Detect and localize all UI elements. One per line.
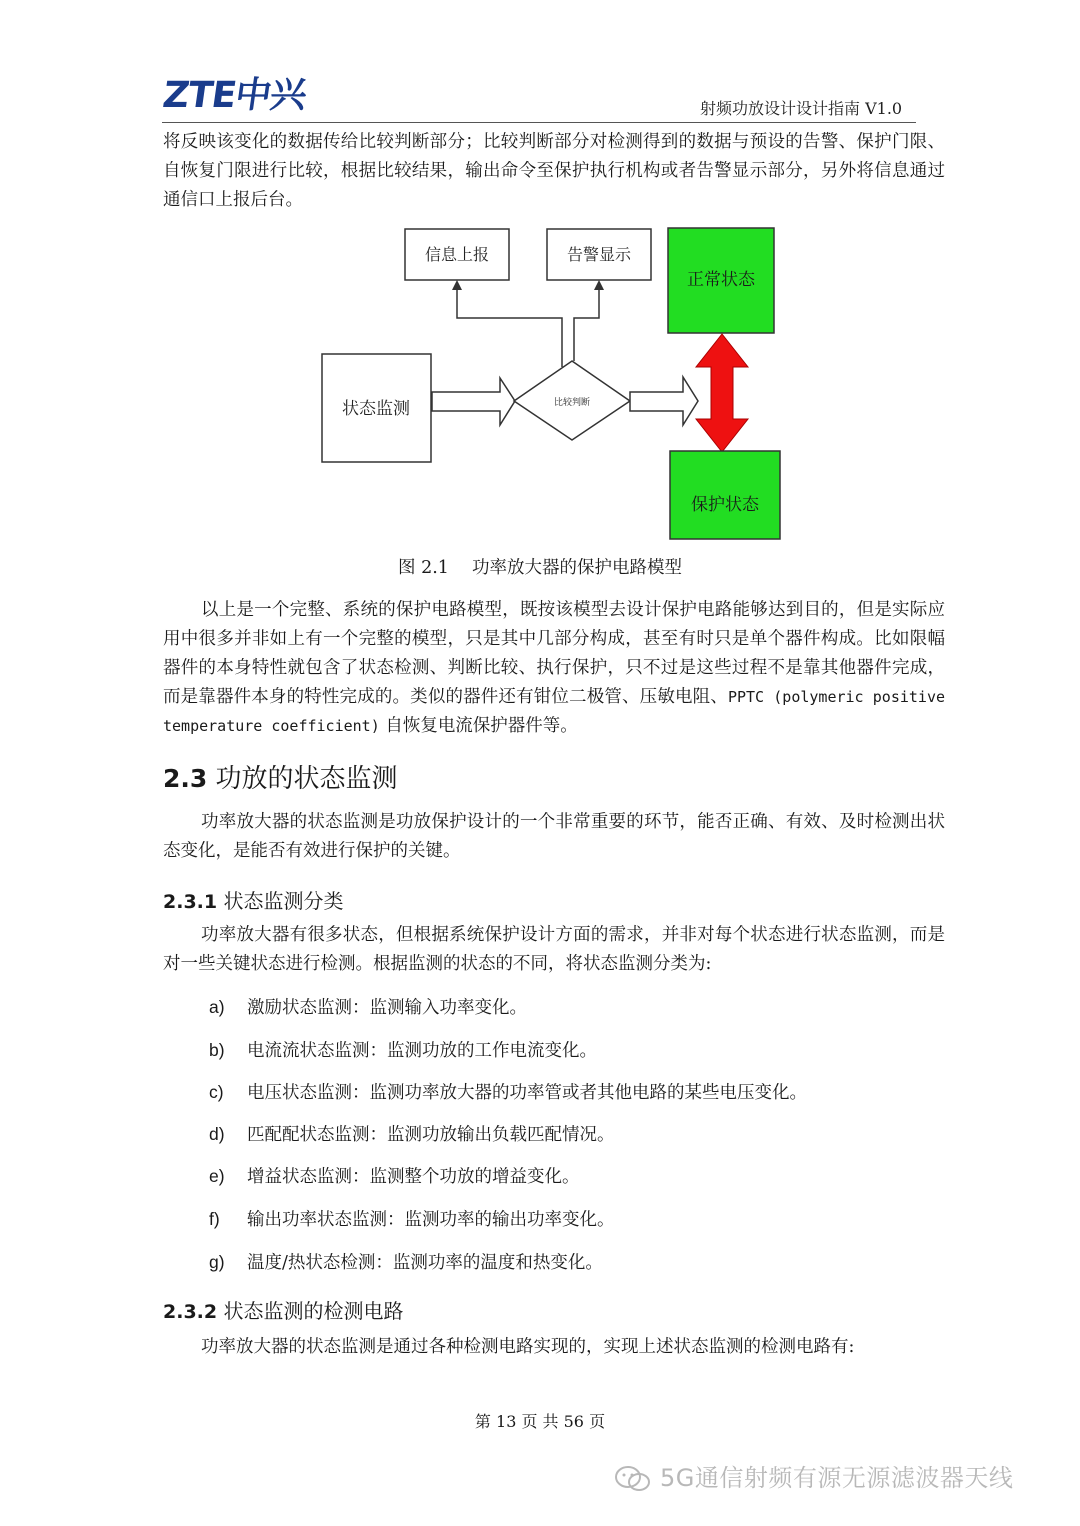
compare-label: 比较判断 [553,398,591,408]
section-title: 功放的状态监测 [207,764,398,794]
list-letter: a) [209,997,225,1017]
model-paragraph-text: 以上是一个完整、系统的保护电路模型，既按该模型去设计保护电路能够达到目的，但是实际应用中很多并非如上有一个完整的模型，只是其中几部分构成，甚至有时只是单个器件构成。比如限幅器件的本身特性就包含了状态检测、判断比较、执行保护，只不过是这些过程不是靠其他器件完成，而是靠器件本身的特性完成的。类似的器件还有钳位二极管、压敏电阻、 [163,600,945,707]
model-paragraph [163,596,945,741]
document-title: 射频功放设计设计指南 V1.0 [700,99,903,118]
section-heading-2-3-2 [163,1298,403,1325]
list-item [209,1079,807,1106]
figure-caption: 图 2.1 功率放大器的保护电路模型 [398,558,682,578]
line-to-info-report [457,286,562,367]
list-text: 增益状态监测：监测整个功放的增益变化。 [247,1167,580,1187]
section-number: 2.3 [163,764,208,793]
info-report-label: 信息上报 [424,245,490,264]
arrowhead-info-report [452,280,462,290]
list-item [209,1037,597,1064]
section-number: 2.3.2 [163,1301,218,1323]
zte-logo: ZTE中兴 [160,75,309,116]
section-number: 2.3.1 [163,891,218,913]
list-letter: f) [209,1209,220,1229]
alarm-display-label: 告警显示 [566,245,632,264]
watermark [614,1462,1013,1494]
list-item [209,1163,580,1190]
arrow-to-protection [630,377,698,425]
list-text: 激励状态监测：监测输入功率变化。 [247,998,527,1018]
protection-circuit-diagram [300,220,800,550]
red-double-arrow [696,334,748,452]
list-item [209,1121,615,1148]
section-title: 状态监测的检测电路 [217,1299,404,1323]
section-title: 状态监测分类 [217,889,344,913]
list-letter: b) [209,1040,225,1060]
normal-state-label: 正常状态 [687,270,755,290]
list-letter: c) [209,1082,224,1102]
list-text: 输出功率状态监测：监测功率的输出功率变化。 [247,1210,615,1230]
list-letter: d) [209,1124,225,1144]
page-footer: 第 13 页 共 56 页 [474,1412,606,1431]
list-item [209,994,527,1021]
pptc-term: PPTC (polymeric positive temperature coefficient) [163,688,946,735]
section-heading-2-3 [163,762,398,796]
watermark-text: 5G通信射频有源无源滤波器天线 [660,1464,1014,1492]
list-text: 匹配配状态监测：监测功放输出负载匹配情况。 [247,1125,615,1145]
section-2-3-1-paragraph: 功率放大器有很多状态，但根据系统保护设计方面的需求，并非对每个状态进行状态监测，而是对一些关键状态进行检测。根据监测的状态的不同，将状态监测分类为: [163,925,945,974]
header-rule [162,122,916,123]
protect-state-label: 保护状态 [691,495,759,515]
list-text: 电压状态监测：监测功率放大器的功率管或者其他电路的某些电压变化。 [247,1083,807,1103]
section-2-3-paragraph: 功率放大器的状态监测是功放保护设计的一个非常重要的环节，能否正确、有效、及时检测出状态变化，是能否有效进行保护的关键。 [163,812,945,861]
intro-paragraph: 将反映该变化的数据传给比较判断部分；比较判断部分对检测得到的数据与预设的告警、保护门限、自恢复门限进行比较，根据比较结果，输出命令至保护执行机构或者告警显示部分，另外将信息通过通信口上报后台。 [163,132,945,210]
arrowhead-alarm-display [594,280,604,290]
list-letter: g) [209,1252,225,1272]
section-heading-2-3-1 [163,888,343,915]
line-to-alarm-display [574,286,599,361]
wechat-icon [614,1465,652,1493]
state-monitor-label: 状态监测 [342,399,410,419]
list-letter: e) [209,1166,225,1186]
list-text: 电流流状态监测：监测功放的工作电流变化。 [247,1041,597,1061]
list-item [209,1249,603,1276]
list-item [209,1206,615,1233]
arrow-to-compare [432,378,515,425]
section-2-3-2-paragraph: 功率放大器的状态监测是通过各种检测电路实现的，实现上述状态监测的检测电路有: [201,1337,855,1357]
model-paragraph-tail: 自恢复电流保护器件等。 [379,716,578,736]
list-text: 温度/热状态检测：监测功率的温度和热变化。 [247,1253,603,1273]
